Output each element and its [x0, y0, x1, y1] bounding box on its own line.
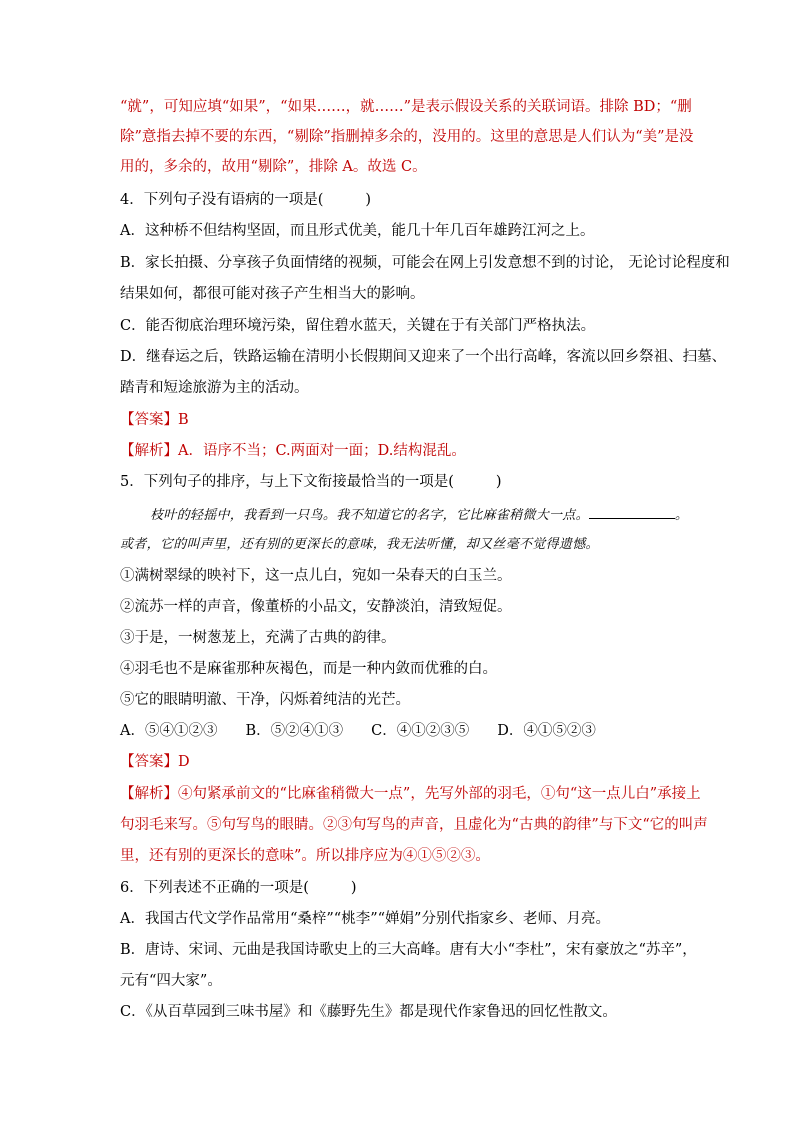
analysis-text: ④句紧承前文的“比麻雀稍微大一点”，先写外部的羽毛，①句“这一点儿白”承接上 [178, 786, 701, 802]
answer-value: D [178, 754, 190, 770]
q5-passage-line-1 [150, 504, 740, 526]
q4-stem-end: ) [365, 192, 372, 208]
q4-analysis [120, 441, 710, 461]
q6-stem-end: ) [350, 880, 357, 896]
q6-option-b-line-1: B．唐诗、宋词、元曲是我国诗歌史上的三大高峰。唐有大小“李杜”，宋有豪放之“苏辛”， [120, 942, 697, 958]
q5-stem-text: 5．下列句子的排序，与上下文衔接最恰当的一项是( [120, 474, 454, 490]
analysis-tag: 【解析】 [120, 443, 178, 459]
prev-explanation-line-1: “就”，可知应填“如果”，“如果……，就……”是表示假设关系的关联词语。排除 BD；“删 [120, 99, 692, 115]
q5-analysis-line-2: 句羽毛来写。⑤句写鸟的眼睛。②③句写鸟的声音，且虚化为“古典的韵律”与下文“它的叫声 [120, 817, 708, 833]
q6-option-c: C．《从百草园到三味书屋》和《藤野先生》都是现代作家鲁迅的回忆性散文。 [120, 1004, 617, 1020]
q4-option-d-line-1: D．继春运之后，铁路运输在清明小长假期间又迎来了一个出行高峰，客流以回乡祭祖、扫墓、 [120, 349, 727, 365]
q4-stem-text: 4．下列句子没有语病的一项是( [120, 192, 324, 208]
q5-stem [120, 472, 710, 492]
q5-option-a: A．⑤④①②③ [120, 723, 218, 739]
q4-option-d-line-2: 踏青和短途旅游为主的活动。 [120, 380, 309, 396]
analysis-tag: 【解析】 [120, 786, 178, 802]
passage-text: 枝叶的轻摇中，我看到一只鸟。我不知道它的名字，它比麻雀稍微大一点。 [150, 508, 589, 523]
answer-tag: 【答案】 [120, 754, 178, 770]
q5-option-b: B．⑤②④①③ [245, 723, 344, 739]
q5-sentence-5: ⑤它的眼睛明澈、干净，闪烁着纯洁的光芒。 [120, 692, 410, 708]
q5-passage-line-2: 或者，它的叫声里，还有别的更深长的意味，我无法听懂，却又丝毫不觉得遗憾。 [120, 537, 599, 552]
q4-stem [120, 190, 710, 210]
q6-stem-text: 6．下列表述不正确的一项是( [120, 880, 309, 896]
q4-option-b-line-2: 结果如何，都很可能对孩子产生相当大的影响。 [120, 286, 425, 302]
q5-option-c: C．④①②③⑤ [371, 723, 470, 739]
q5-analysis-line-3: 里，还有别的更深长的意味”。所以排序应为④①⑤②③。 [120, 848, 490, 864]
q5-sentence-4: ④羽毛也不是麻雀那种灰褐色，而是一种内敛而优雅的白。 [120, 661, 497, 677]
q4-option-b-line-1: B．家长拍摄、分享孩子负面情绪的视频，可能会在网上引发意想不到的讨论， 无论讨论程度和 [120, 255, 730, 271]
q5-answer [120, 752, 710, 772]
passage-period: 。 [674, 508, 689, 523]
q5-option-d: D．④①⑤②③ [497, 723, 596, 739]
analysis-text: A．语序不当；C.两面对一面；D.结构混乱。 [178, 443, 466, 459]
q4-option-a: A．这种桥不但结构坚固，而且形式优美，能几十年几百年雄跨江河之上。 [120, 223, 595, 239]
q6-option-a: A．我国古代文学作品常用“桑梓”“桃李”“婵娟”分别代指家乡、老师、月亮。 [120, 911, 610, 927]
q6-stem [120, 878, 710, 898]
answer-tag: 【答案】 [120, 412, 178, 428]
q4-option-c: C．能否彻底治理环境污染，留住碧水蓝天，关键在于有关部门严格执法。 [120, 318, 596, 334]
q6-option-b-line-2: 元有“四大家”。 [120, 973, 222, 989]
fill-blank [589, 504, 675, 519]
q4-answer [120, 410, 710, 430]
q5-sentence-1: ①满树翠绿的映衬下，这一点儿白，宛如一朵春天的白玉兰。 [120, 568, 512, 584]
q5-options [120, 721, 710, 741]
q5-sentence-3: ③于是，一树葱茏上，充满了古典的韵律。 [120, 630, 396, 646]
q5-sentence-2: ②流苏一样的声音，像董桥的小品文，安静淡泊，清致短促。 [120, 599, 512, 615]
prev-explanation-line-2: 除”意指去掉不要的东西，“剔除”指删掉多余的，没用的。这里的意思是人们认为“美”是没 [120, 129, 694, 145]
prev-explanation-line-3: 用的，多余的，故用“剔除”，排除 A。故选 C。 [120, 159, 427, 175]
q5-stem-end: ) [495, 474, 502, 490]
q5-analysis-line-1 [120, 784, 710, 804]
answer-value: B [178, 412, 189, 428]
